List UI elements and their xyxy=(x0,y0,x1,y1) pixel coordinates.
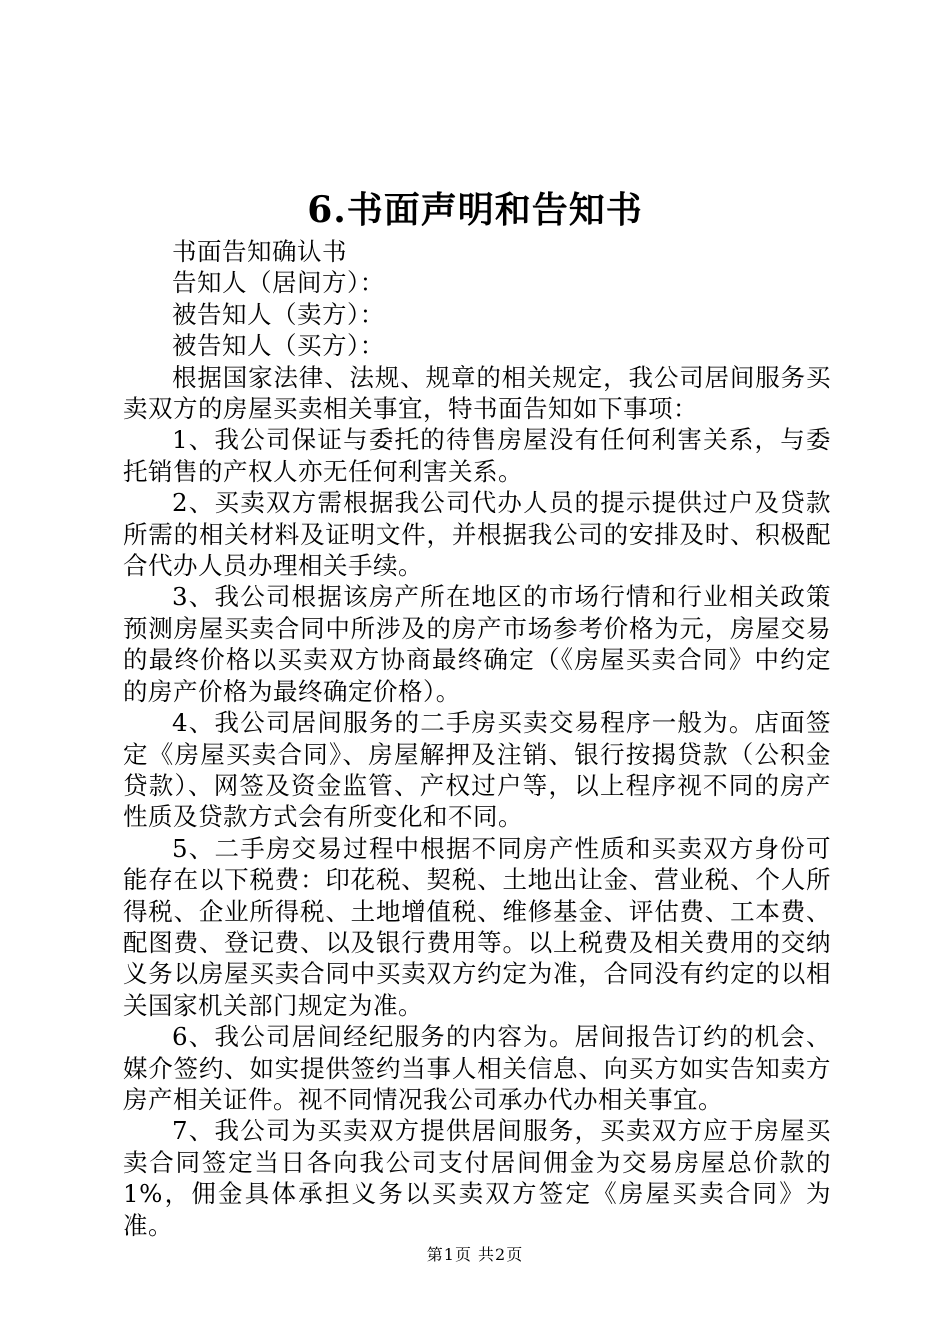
intro-paragraph: 根据国家法律、法规、规章的相关规定，我公司居间服务买卖双方的房屋买卖相关事宜，特书面告知如下事项： xyxy=(123,362,831,424)
notice-item-7: 7、我公司为买卖双方提供居间服务，买卖双方应于房屋买卖合同签定当日各向我公司支付居间佣金为交易房屋总价款的1%，佣金具体承担义务以买卖双方签定《房屋买卖合同》为准。 xyxy=(123,1116,831,1240)
notice-item-6: 6、我公司居间经纪服务的内容为。居间报告订约的机会、媒介签约、如实提供签约当事人相关信息、向买方如实告知卖方房产相关证件。视不同情况我公司承办代办相关事宜。 xyxy=(123,1022,831,1114)
document-title: 6.书面声明和告知书 xyxy=(307,189,643,231)
notice-item-3: 3、我公司根据该房产所在地区的市场行情和行业相关政策预测房屋买卖合同中所涉及的房产市场参考价格为元，房屋交易的最终价格以买卖双方协商最终确定（《房屋买卖合同》中约定的房产价格为最终确定价格）。 xyxy=(123,582,831,706)
notice-item-1: 1、我公司保证与委托的待售房屋没有任何利害关系，与委托销售的产权人亦无任何利害关系。 xyxy=(123,425,831,486)
page-number: 第1页 共2页 xyxy=(426,1245,524,1264)
confirmation-heading: 书面告知确认书 xyxy=(172,237,347,266)
document-body xyxy=(123,236,831,1241)
party-intermediary: 告知人（居间方）： xyxy=(172,268,385,298)
notice-item-2: 2、买卖双方需根据我公司代办人员的提示提供过户及贷款所需的相关材料及证明文件，并根据我公司的安排及时、积极配合代办人员办理相关手续。 xyxy=(123,488,831,581)
party-seller: 被告知人（卖方）： xyxy=(172,299,385,329)
party-buyer: 被告知人（买方）： xyxy=(172,331,385,361)
notice-item-5: 5、二手房交易过程中根据不同房产性质和买卖双方身份可能存在以下税费：印花税、契税、土地出让金、营业税、个人所得税、企业所得税、土地增值税、维修基金、评估费、工本费、配图费、登记费、以及银行费用等。以上税费及相关费用的交纳义务以房屋买卖合同中买卖双方约定为准，合同没有约定的以相关国家机关部门规定为准。 xyxy=(123,833,831,1020)
notice-item-4: 4、我公司居间服务的二手房买卖交易程序一般为。店面签定《房屋买卖合同》、房屋解押及注销、银行按揭贷款（公积金贷款）、网签及资金监管、产权过户等，以上程序视不同的房产性质及贷款方式会有所变化和不同。 xyxy=(123,708,831,832)
